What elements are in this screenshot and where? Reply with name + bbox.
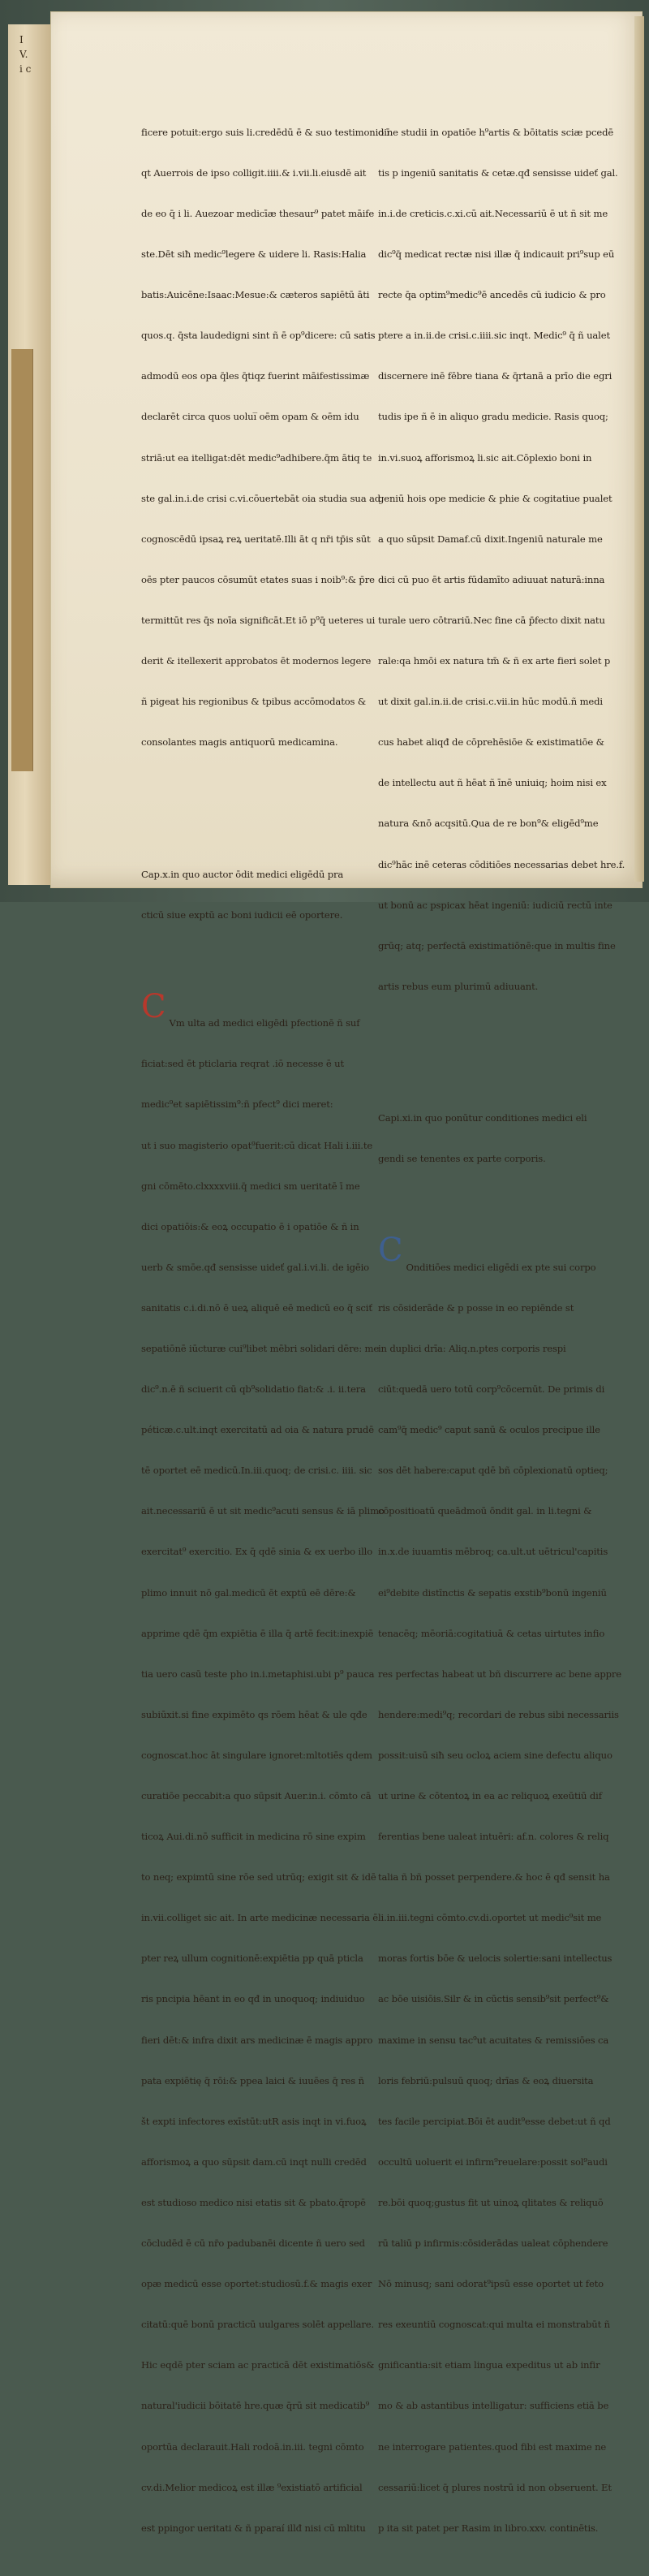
text-line: loris febriū:pulsuū quoq; drīas & eoꝝ diuersita (378, 2074, 594, 2086)
text-line: gnificantia:sit etiam lingua expeditus ut ab infir (378, 2359, 600, 2371)
text-line: natural'iudicii bōitatē hre.quæ q̄rū sit medicatib⁹ (141, 2400, 370, 2412)
text-line: ac bōe uisiōis.Silr & in cūctis sensib⁹sit perfect⁹& (378, 1993, 609, 2005)
text-line: declarēt circa quos uolui̅ oēm opam & oēm idu (141, 411, 359, 423)
text-line: discernere inē fēbre tiana & q̄rtanā a prīo die egri (378, 370, 612, 382)
text-line: derit & itellexerit approbatos ēt modernos legere (141, 655, 372, 667)
right-text-column (378, 71, 625, 2576)
text-line: possit:uisū siħ seu ocloꝝ aciem sine defectu aliquo (378, 1749, 612, 1761)
text-line: ticoꝝ Aui.di.nō sufficit in medicina rō sine expim (141, 1831, 366, 1843)
text-line: ñ pigeat his regionibus & tpibus accōmodatos & (141, 696, 367, 708)
text-line: natura &nō acqsitū.Qua de re bon⁹& eligēd⁹me (378, 818, 599, 830)
text-line: ficere potuit:ergo suis li.credēdū ē & suo testimonio ī (141, 126, 390, 138)
text-line: tis p ingeniū sanitatis & cetæ.qđ sensisse uideť gal. (378, 166, 618, 179)
right-paragraph-2 (378, 1220, 621, 2562)
binding-leather-strip (11, 349, 33, 771)
text-line: striā:ut ea itelligat:dēt medic⁹adhibere.q̄m ātiq te (141, 451, 372, 464)
text-line: ei⁹debite distīnctis & sepatis exstib⁹bonū ingeniū (378, 1586, 607, 1599)
text-line: ris pncipia hēant in eo qđ in unoquoq; indiuiduo (141, 1993, 365, 2005)
text-line: dici opatiōis:& eoꝝ occupatio ē i opatiōe & ñ in (141, 1220, 359, 1232)
text-line: turale uero cōtrariū.Nec fine cā p̄fecto dixit natu (378, 614, 605, 626)
left-text-column (141, 71, 390, 2576)
left-paragraph-1 (141, 98, 390, 776)
text-line: de eo q̄ i li. Auezoar medicīæ thesaur⁹ patet māife (141, 208, 375, 219)
binding-label: I V. i c (19, 34, 32, 75)
text-line: Onditiōes medici eligēdi ex pte sui corpo (406, 1261, 596, 1273)
text-line: sanitatis c.i.di.nō ē ueꝝ aliquē eē medicū eo q̄ sciť (141, 1301, 372, 1314)
right-paragraph-1 (378, 98, 625, 1020)
page-edge (634, 16, 644, 882)
text-line: cōcludēd ē cū nr̄o padubanēi dicente ñ uero sed (141, 2237, 365, 2250)
text-line: uerb & smōe.qđ sensisse uideť gal.i.vi.li. de igēio (141, 1261, 370, 1273)
text-line: Hic eqdē pter sciam ac practicā dēt existimatiōs& (141, 2359, 375, 2371)
text-line: quos.q. q̄sta laudedigni sint ñ ē op⁹dicere: cū satis (141, 330, 376, 342)
text-line: in.vi.suoꝝ afforismoꝝ li.sic ait.Cōplexio boni in (378, 451, 592, 464)
text-line: rale:qa hmōi ex natura tm̄ & ñ ex arte fieri solet p (378, 655, 611, 667)
text-line: opæ medicū esse oportet:studiosū.f.& magis exer (141, 2278, 372, 2290)
text-line: to neq; expimtū sine rōe sed utrūq; exigit sit & idē (141, 1871, 376, 1883)
text-line: ait.necessariū ē ut sit medic⁹acuti sensus & iā plimo (141, 1505, 385, 1517)
text-line: fieri dēt:& infra dixit ars medicinæ ē magis appro (141, 2034, 373, 2046)
text-line: curatiōe peccabit:a quo sūpsit Auer.in.i. cōmto cā (141, 1790, 372, 1802)
heading-line: Capi.xi.in quo ponūtur conditiones medici eli (378, 1112, 587, 1124)
decorated-initial: C (141, 987, 166, 1025)
text-line: recte q̄a optim⁹medic⁹ē ancedēs cū iudicio & pro (378, 289, 606, 301)
text-line: in.vii.colliget sic ait. In arte medicinæ necessaria ē (141, 1912, 378, 1924)
heading-line: Cap.x.in quo auctor ōdit medici eligēdū pra (141, 868, 344, 880)
text-line: pter reꝝ ullum cognitionē:expiētia pp quā pticla (141, 1952, 363, 1965)
text-line: péticæ.c.ult.inqt exercitatū ad oia & natura prudē (141, 1424, 374, 1436)
text-line: artis rebus eum plurimū adiuuant. (378, 980, 539, 992)
paragraph-gap (378, 1047, 594, 1057)
text-line: tia uero casū teste pho in.i.metaphisi.ubi p⁹ pauca (141, 1668, 375, 1680)
text-line: rū taliū p infirmis:cōsiderādas ualeat cōphendere (378, 2237, 608, 2250)
text-line: termittūt res q̄s noīa significāt.Et iō p⁹q̄ ueteres ui (141, 614, 376, 626)
text-line: li.in.iii.tegni cōmto.cv.di.oportet ut medic⁹sit me (378, 1912, 602, 1924)
text-line: sepatiōnē iūcturæ cui⁹libet mēbri solidari dēre: me (141, 1342, 380, 1354)
text-line: grūq; atq; perfectā existimatiōnē:que in multis fine (378, 939, 616, 951)
text-line: in duplici drīa: Aliq.n.ptes corporis respi (378, 1342, 566, 1354)
text-line: batis:Auicēne:Isaac:Mesue:& cæteros sapiētū āti (141, 289, 370, 301)
text-line: ut urine & cōtentoꝝ in ea ac reliquoꝝ exeūtiū dif (378, 1790, 602, 1802)
text-line: in.x.de iuuamtis mēbroq; ca.ult.ut uētricul'capitis (378, 1546, 608, 1558)
text-line: cognoscēdū ipsaꝝ reꝝ ueritatē.Illi āt q nr̄i tp̄is sūt (141, 533, 371, 545)
paragraph-gap (141, 804, 357, 813)
text-line: res exeuntiū cognoscat:qui multa ei monstrabūt ñ (378, 2319, 610, 2331)
text-line: oēs pter paucos cōsumūt etates suas i noib⁹:& p̄re (141, 573, 375, 585)
text-line: cessariū:licet q̄ plures nostrū id non obseruent. Et (378, 2481, 612, 2493)
text-line: re.bōi quoq;gustus fit ut uinoꝝ qlitates & reliquō (378, 2196, 604, 2208)
text-line: subiūxit.si fine expimēto qs rōem hēat & ule qđe (141, 1708, 367, 1720)
text-line: hendere:medi⁹q; recordari de rebus sibi necessariis (378, 1708, 619, 1720)
text-line: cōpositioatū queādmoū ōndit gal. in li.tegni & (378, 1505, 592, 1517)
text-line: mo & ab astantibus intelligatur: sufficiens etiā be (378, 2400, 609, 2412)
text-line: medic⁹et sapiētissim⁹:ñ pfect⁹ dici meret: (141, 1098, 333, 1111)
text-line: est ppingor ueritati & ñ pparaí illđ nisi cū mltitu (141, 2522, 366, 2534)
text-line: ste.Dēt siħ medic⁹legere & uidere li. Rasis:Halia (141, 248, 367, 261)
text-line: a quo sūpsit Damaf.cū dixit.Ingeniū naturale me (378, 533, 603, 545)
text-line: dic⁹hāc inē ceteras cōditiōes necessarias debet hre.f. (378, 858, 625, 870)
text-line: apprime qdē q̄m expiētia ē illa q̄ artē fecit:inexpiē (141, 1627, 374, 1639)
text-line: cv.di.Melior medicoꝝ est illæ ⁹existiatō artificial (141, 2481, 363, 2493)
text-line: moras fortis bōe & uelocis solertie:sani intellectus (378, 1952, 612, 1965)
text-line: de intellectu aut ñ hēat ñ īnē uniuiq; hoim nisi ex (378, 777, 607, 789)
text-line: cognoscat.hoc āt singulare ignoret:mltotiēs qdem (141, 1749, 372, 1761)
text-line: dic⁹q̄ medicat rectæ nisi illæ q̄ indicauit pri⁹sup eū (378, 248, 615, 261)
text-line: ris cōsiderāde & p posse in eo repiēnde st (378, 1301, 574, 1314)
text-line: Nō minusq; sani odorat⁹ipsū esse oportet ut feto (378, 2278, 604, 2290)
text-line: afforismoꝝ a quo sūpsit dam.cū inqt nulli credēd (141, 2155, 367, 2168)
text-line: Vm ulta ad medici eligēdi pfectionē ñ suf (169, 1017, 360, 1029)
text-line: est studioso medico nisi etatis sit & pbato.q̄ropē (141, 2196, 366, 2208)
text-line: gni cōmēto.clxxxxviii.q̄ medici sm ueritatē ī me (141, 1180, 360, 1192)
text-line: consolantes magis antiquorū medicamina. (141, 736, 338, 749)
text-line: dic⁹.n.ē ñ sciuerit cū qb⁹solidatio fiat:& .i. ii.tera (141, 1383, 366, 1396)
text-line: ut bonū ac pspicax hēat ingeniū: iudiciū rectū inte (378, 899, 612, 911)
text-line: geniū hois ope medicie & phie & cogitatiue pualet (378, 492, 612, 504)
decorated-initial: C (378, 1232, 403, 1270)
heading-line: gendi se tenentes ex parte corporis. (378, 1153, 546, 1165)
text-line: dine studii in opatiōe h⁹artis & bōitatis sciæ pcedē (378, 126, 614, 138)
text-line: talia ñ bñ posset perpendere.& hoc ē qđ sensit ha (378, 1871, 610, 1883)
text-line: tes facile percipiat.Bōi ēt audit⁹esse debet:ut ñ qd (378, 2115, 611, 2127)
text-line: sos dēt habere:caput qdē bñ cōplexionatū optieq; (378, 1465, 608, 1477)
text-line: št expti infectores exīstūt:utR asis inqt in vi.fuoꝝ (141, 2115, 367, 2127)
text-line: cam⁹q̄ medic⁹ caput sanū & oculos precipue ille (378, 1424, 600, 1436)
left-paragraph-2 (141, 976, 385, 2562)
text-line: citatū:quē bonū practicū uulgares solēt appellare. (141, 2319, 375, 2331)
text-line: occultū uoluerit ei infirm⁹reuelare:possit sol⁹audi (378, 2155, 608, 2168)
text-line: admodū eos opa q̄les q̄tiqz fuerint māifestissimæ (141, 370, 370, 382)
heading-line: cticū siue exptū ac boni iudicii eē oportere. (141, 908, 343, 921)
text-line: cus habet aliqđ de cōprehēsiōe & existimatiōe & (378, 736, 604, 749)
chapter-x-heading (141, 840, 357, 949)
text-line: tē oportet eē medicū.In.iii.quoq; de crisi.c. iiii. sic (141, 1465, 372, 1477)
text-line: in.i.de creticis.c.xi.cū ait.Necessariū ē ut ñ sit me (378, 208, 608, 219)
text-line: p ita sit patet per Rasim in libro.xxv. continētis. (378, 2522, 599, 2534)
chapter-xi-heading (378, 1085, 594, 1193)
text-line: ptere a in.ii.de crisi.c.iiii.sic inqt. Medic⁹ q̄ ñ ualet (378, 330, 610, 342)
text-line: oportūa declarauit.Hali rodoā.in.iii. tegni cōmto (141, 2440, 364, 2453)
text-line: qt Auerrois de ipso colligit.iiii.& i.vii.li.eiusdē ait (141, 166, 367, 179)
text-line: tenacēq; mēoriā:cogitatiuā & cetas uirtutes infio (378, 1627, 605, 1639)
text-line: pata expiētię q̄ rōi:& ppea laici & iuuēes q̄ res ñ (141, 2074, 364, 2086)
text-line: plimo innuit nō gal.medicū ēt exptū eē dēre:& (141, 1586, 356, 1599)
text-line: ne interrogare patientes.quod fibi est maxime ne (378, 2440, 607, 2453)
text-line: ut dixit gal.in.ii.de crisi.c.vii.in hūc modū.ñ medi (378, 696, 603, 708)
text-line: ut i suo magisterio opat⁹fuerit:cū dicat Hali i.iii.te (141, 1139, 373, 1151)
text-line: exercitat⁹ exercitio. Ex q̄ qdē sinia & ex uerbo illo (141, 1546, 373, 1558)
text-line: ferentias bene ualeat intuēri: af.n. colores & reliq (378, 1831, 609, 1843)
text-line: ste gal.in.i.de crisi c.vi.cōuertebāt oia studia sua ad (141, 492, 381, 504)
text-line: res perfectas habeat ut bñ discurrere ac bene appre (378, 1668, 621, 1680)
text-line: maxime in sensu tac⁹ut acuitates & remissiōes ca (378, 2034, 609, 2046)
text-line: dici cū puo ēt artis fūdamīto adiuuat naturā:inna (378, 573, 605, 585)
text-line: tudis ipe ñ ē in aliquo gradu medicie. Rasis quoq; (378, 411, 608, 423)
text-line: ciūt:quedā uero totū corp⁹cōcernūt. De primis di (378, 1383, 605, 1396)
text-line: ficiat:sed ēt pticlaria reqrat .iō necesse ē ut (141, 1058, 344, 1070)
